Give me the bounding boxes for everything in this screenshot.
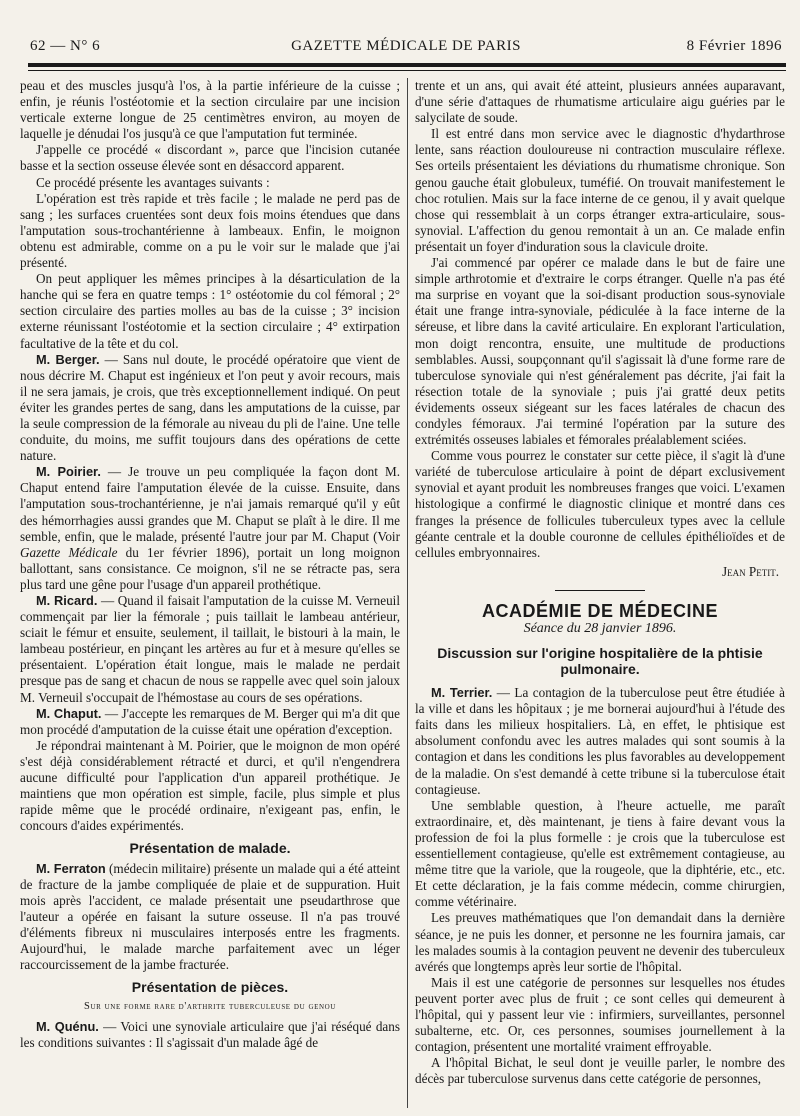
- speech-chaput: [20, 706, 400, 738]
- paragraph: Une semblable question, à l'heure actuelle, me paraît extraordinaire, et, dès maintenant, je tiens à faire devant vous la profession de foi la plus formelle : je crois que la tuberculose est essentiellement contagieuse, qu'elle est extrêmement contagieuse, au même titre que la variole, que la rougeole, que la diphtérie, etc., etc. Et cette déclaration, je la fais comme médecin, comme chirurgien, comme vétérinaire.: [415, 797, 785, 910]
- speech-text: — Sans nul doute, le procédé opératoire que vient de nous décrire M. Chaput est ingénieux et l'on peut y avoir recours, mais il ne sera jamais, je crois, que très exceptionnellement indiqué. On peut éviter les grandes pertes de sang, dans les amputations de la cuisse, par la seule compression de la fémorale au niveau du pli de l'aine. Une telle conduite, du moins, me suffit toujours dans des opérations de cette nature.: [20, 351, 400, 464]
- speaker-name: M. Ferraton: [36, 860, 106, 876]
- speaker-name: M. Poirier.: [36, 464, 101, 480]
- speech-berger: [20, 352, 400, 465]
- speech-ricard: [20, 593, 400, 706]
- section-heading-pieces: Présentation de pièces.: [131, 979, 289, 996]
- speech-poirier: [20, 464, 400, 593]
- speech-terrier: [415, 685, 785, 798]
- paragraph: peau et des muscles jusqu'à l'os, à la partie inférieure de la cuisse ; enfin, je réunis l'ostéotomie et la section circulaire par une incision verticale externe longue de 25 centimètres environ, au moyen de laquelle je dénudai l'os jusqu'à ce que l'amputation fut terminée.: [20, 78, 400, 142]
- section-heading-academie: ACADÉMIE DE MÉDECINE: [481, 600, 719, 621]
- speaker-name: M. Terrier.: [431, 685, 493, 701]
- author-signature: Jean Petit.: [721, 563, 779, 579]
- speech-text: — La contagion de la tuberculose peut être étudiée à la ville et dans les hôpitaux ; je me bornerai aujourd'hui à l'étude des faits dans les milieux hospitaliers. Là, en effet, le phtisique est absolument confondu avec les autres malades qui sont soumis à la contagion et dans les conditions les plus favorables au developpement de la maladie. On s'est demandé à cette tribune si la tuberculose était contagieuse.: [415, 685, 785, 797]
- speech-text: — J'accepte les remarques de M. Berger qui m'a dit que mon procédé d'amputation de la cuisse était une opération d'exception.: [20, 705, 400, 737]
- right-column: [415, 78, 785, 1108]
- paragraph: Je répondrai maintenant à M. Poirier, que le moignon de mon opéré s'est déjà considérablement rétracté et durci, et qu'il n'engendrera aucune difficulté pour l'application d'un appareil prothétique. Je maintiens que mon opération est simple, facile, plus simple et plus rapide même que le procédé ordinaire, n'exigeant pas, enfin, le concours d'aides expérimentés.: [20, 737, 400, 834]
- speaker-name: M. Quénu.: [36, 1019, 99, 1035]
- paragraph: Les preuves mathématiques que l'on demandait dans la dernière séance, je ne puis les donner, et personne ne les fournira jamais, car les malades soumis à la contagion peuvent ne devenir des tuberculeux avérés que longtemps après leur sortie de l'hôpital.: [415, 910, 785, 974]
- speech-text: — Voici une synoviale articulaire que j'ai réséqué dans les conditions suivantes : Il s'agissait d'un malade âgé de: [20, 1019, 400, 1051]
- page-number: 62 — N° 6: [30, 38, 101, 54]
- speaker-name: M. Berger.: [36, 351, 100, 367]
- journal-reference: Gazette Médicale: [20, 544, 118, 560]
- paragraph: A l'hôpital Bichat, le seul dont je veuille parler, le nombre des décès par tuberculose survenus dans cette catégorie de personnes,: [415, 1055, 785, 1087]
- speaker-name: M. Chaput.: [36, 705, 102, 721]
- paragraph: Mais il est une catégorie de personnes sur lesquelles nos études peuvent porter avec plus de fruit ; ce sont celles qui demeurent à l'hôpital, qui y passent leur vie : infirmiers, surveillantes, personnel subalterne, etc. Or, ces personnes, soumises journellement à la contagion, présentent une mortalité vraiment effroyable.: [415, 974, 785, 1055]
- header-rule-thick: [28, 63, 786, 67]
- paragraph: trente et un ans, qui avait été atteint, plusieurs années auparavant, d'une série d'attaques de rhumatisme articulaire aigu guéries par le salycilate de soude.: [415, 78, 785, 126]
- discussion-title: Discussion sur l'origine hospitalière de la phtisie pulmonaire.: [437, 645, 763, 678]
- header-rule-thin: [28, 70, 786, 71]
- paragraph: J'appelle ce procédé « discordant », parce que l'incision cutanée basse et la section osseuse élevée sont en désaccord apparent.: [20, 142, 400, 174]
- speech-quenu: [20, 1019, 400, 1051]
- paragraph: Il est entré dans mon service avec le diagnostic d'hydarthrose lente, sans réaction douloureuse ni contraction musculaire réflexe. Ses orteils présentaient les déviations du rhumatisme chronique. Son genou gauche était globuleux, tuméfié. On trouvait manifestement le choc rotulien. Mais sur la face interne de ce genou, il y avait quelque chose qui ressemblait à un corps étranger extra-articulaire, sous-synovial. L'affection du genou remontait à un an. Ce malade enfin présentait un foyer d'induration sous la clavicule droite.: [415, 126, 785, 254]
- paragraph: On peut appliquer les mêmes principes à la désarticulation de la hanche qui se fera en quatre temps : 1° ostéotomie du col fémoral ; 2° section circulaire des parties molles au bas de la cuisse ; 3° incision externe réunissant l'ostéotomie et la section circulaire ; 4° extirpation facultative de la tête et du col.: [20, 271, 400, 351]
- speech-text: du 1er février 1896), portait un long moignon ballottant, sans consistance. Ce moignon, s'il ne se rétracte pas, sera plus tard une gêne pour l'usage d'un appareil prothétique.: [20, 544, 400, 592]
- speech-text: — Je trouve un peu compliquée la façon dont M. Chaput entend faire l'amputation élevée de la cuisse. Ensuite, dans l'amputation sous-trochantérienne, je n'ai jamais remarqué qu'il y eût des hémorrhagies aussi grandes que M. Chaput se plaît à le dire. Il me semble, enfin, que le malade, présenté l'autre jour par M. Chaput (Voir: [20, 464, 400, 544]
- left-column: [20, 78, 400, 1108]
- column-divider: [407, 78, 408, 1108]
- section-heading-malade: Présentation de malade.: [129, 840, 291, 857]
- speech-text: — Quand il faisait l'amputation de la cuisse M. Verneuil commençait par lier la fémorale ; puis taillait le lambeau antérieur, sciait le fémur et ensuite, seulement, il taillait, le bistouri à la main, le lambeau postérieur, en pinçant les artères au fur et à mesure qu'elles se présentaient. L'opération était longue, mais le malade ne perdait presque pas de sang et chacun de nous se rappelle avec quel soin jaloux M. Verneuil s'occupait de l'hémostase au cours de ses opérations.: [20, 593, 400, 705]
- section-separator: [555, 590, 645, 591]
- speaker-name: M. Ricard.: [36, 593, 98, 608]
- speech-text: (médecin militaire) présente un malade qui a été atteint de fracture de la jambe compliquée de plaie et de suppuration. Huit mois après l'accident, ce malade présentait une pseudarthrose que l'auteur a opérée en faisant la suture osseuse. Il n'a pas trouvé d'éléments fibreux ni musculaires interposés entre les fragments. Aujourd'hui, le malade marche parfaitement avec un léger raccourcissement de la jambe fracturée.: [20, 860, 400, 973]
- paragraph: Ce procédé présente les avantages suivants :: [36, 174, 270, 190]
- paragraph: L'opération est très rapide et très facile ; le malade ne perd pas de sang ; les surfaces cruentées sont deux fois moins étendues que dans l'amputation sous-trochantérienne à lambeaux. Enfin, le moignon obtenu est admirable, comme on a pu le voir sur le malade que j'ai présenté.: [20, 190, 400, 271]
- session-date: Séance du 28 janvier 1896.: [523, 621, 677, 636]
- issue-date: 8 Février 1896: [686, 38, 782, 54]
- subsection-heading: Sur une forme rare d'arthrite tuberculeuse du genou: [84, 1001, 336, 1013]
- page-header: [30, 32, 782, 60]
- speech-ferraton: [20, 861, 400, 974]
- paragraph: J'ai commencé par opérer ce malade dans le but de faire une simple arthrotomie et d'extraire le corps étranger. Quelle n'a pas été ma surprise en voyant que la soi-disant production sous-synoviale était une frange intra-synoviale, pédiculée à la face interne de la séreuse, et libre dans la cavité articulaire. En explorant l'articulation, mon doigt rencontra, ensuite, une multitude de productions semblables. Aussi, soupçonnant qu'il s'agissait là d'une forme rare de tuberculose synoviale qui n'est généralement pas décrite, j'ai fait la résection totale de la synoviale ; puis j'ai gratté deux petits évidements osseux siégeant sur les faces latérales de chacun des condyles fémoraux. J'ai terminé l'opération par la suture des extrémités osseuses labiales et fémorales préalablement sciées.: [415, 255, 785, 448]
- journal-title: GAZETTE MÉDICALE DE PARIS: [291, 38, 521, 54]
- paragraph: Comme vous pourrez le constater sur cette pièce, il s'agit là d'une variété de tuberculose articulaire à point de départ exclusivement synovial et ayant produit les nombreuses franges que voici. L'examen histologique a confirmé le diagnostic clinique et montré dans ces franges la présence de follicules tuberculeux types avec la cellule géante centrale et la double couronne de cellules épithélioïdes et de cellules embryonnaires.: [415, 448, 785, 560]
